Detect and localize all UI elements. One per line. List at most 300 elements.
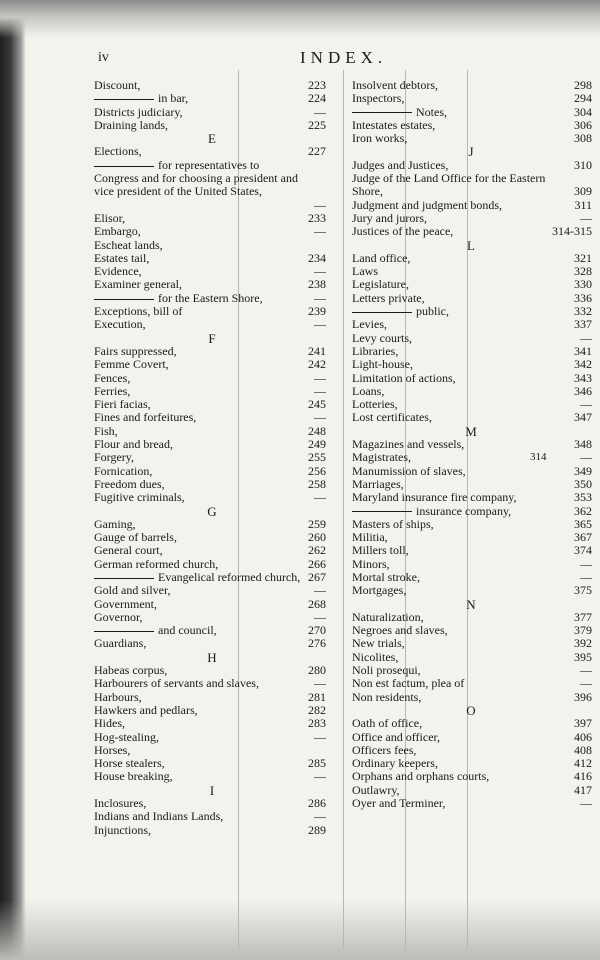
entry-text: Insolvent debtors, (352, 78, 438, 92)
index-entry (352, 505, 590, 518)
entry-page-number: 245 (308, 397, 326, 412)
entry-label (352, 637, 405, 650)
entry-page-number: 336 (574, 290, 592, 305)
entry-text: New trials, (352, 636, 405, 651)
entry-label (352, 372, 456, 385)
entry-page-number: 311 (574, 197, 592, 212)
entry-page-number: — (314, 104, 326, 119)
page-binding-shadow (0, 0, 26, 960)
entry-label (94, 145, 142, 158)
entry-label (94, 611, 143, 624)
entry-text: House breaking, (94, 769, 173, 784)
index-entry (94, 145, 330, 158)
entry-text: Gaming, (94, 516, 136, 531)
index-entry (94, 425, 330, 438)
entry-label (94, 531, 177, 544)
entry-text: Fines and forfeitures, (94, 410, 197, 425)
entry-text: Guardians, (94, 636, 147, 651)
index-entry (94, 611, 330, 624)
entry-page-number: 276 (308, 636, 326, 651)
entry-text: Gauge of barrels, (94, 530, 177, 545)
entry-label (94, 717, 125, 730)
entry-page-number: — (314, 609, 326, 624)
entry-text: Outlawry, (352, 782, 400, 797)
section-letter: N (466, 596, 476, 612)
entry-page-number: 362 (574, 503, 592, 518)
entry-label (94, 704, 198, 717)
entry-text: Districts judiciary, (94, 104, 183, 119)
entry-page-number: 234 (308, 250, 326, 265)
entry-page-number: 255 (308, 450, 326, 465)
section-letter: J (468, 144, 474, 160)
entry-page-number: 239 (308, 304, 326, 319)
entry-label (94, 252, 149, 265)
index-entry (94, 292, 330, 305)
section-letter: E (208, 131, 216, 147)
entry-label (94, 584, 171, 597)
entry-label (352, 505, 511, 518)
entry-text: Judge of the Land Office for the Eastern Shore, (352, 171, 546, 199)
index-entry (352, 345, 590, 358)
entry-label (352, 438, 464, 451)
entry-page-number: 397 (574, 716, 592, 731)
entry-page-number: 342 (574, 357, 592, 372)
index-entry (352, 372, 590, 385)
section-letter: F (208, 330, 216, 346)
entry-text: Millers toll, (352, 543, 409, 558)
index-entry (94, 239, 330, 252)
entry-text: Horse stealers, (94, 756, 165, 771)
entry-label (352, 611, 424, 624)
entry-text: Ferries, (94, 383, 131, 398)
entry-label (94, 624, 217, 637)
entry-label (94, 411, 196, 424)
handwritten-note: 314 (530, 451, 547, 464)
entry-label (94, 358, 169, 371)
index-entry (94, 372, 330, 385)
entry-text: Nicolites, (352, 649, 399, 664)
entry-text: Orphans and orphans courts, (352, 769, 490, 784)
index-entry (94, 558, 330, 571)
ditto-rule (352, 312, 412, 313)
entry-text: Non est factum, plea of (352, 676, 465, 691)
entry-label (94, 438, 173, 451)
index-entry (94, 757, 330, 770)
index-entry (94, 717, 330, 730)
entry-page-number: — (314, 383, 326, 398)
entry-text: Light-house, (352, 357, 413, 372)
entry-text: Fieri facias, (94, 397, 151, 412)
index-entry (94, 265, 330, 278)
entry-text: for the Eastern Shore, (158, 290, 263, 305)
entry-text: Habeas corpus, (94, 663, 168, 678)
entry-text: Ordinary keepers, (352, 756, 438, 771)
entry-page-number: 224 (308, 91, 326, 106)
entry-page-number: — (580, 330, 592, 345)
entry-page-number: 242 (308, 357, 326, 372)
entry-label (94, 225, 141, 238)
entry-text: public, (416, 304, 449, 319)
entry-label (94, 92, 188, 105)
entry-label (352, 531, 388, 544)
entry-label (94, 478, 165, 491)
index-entry (352, 265, 590, 278)
index-entry (352, 411, 590, 424)
entry-text: Exceptions, bill of (94, 304, 183, 319)
entry-page-number: 266 (308, 556, 326, 571)
entry-text: Elections, (94, 144, 142, 159)
entry-page-number: 332 (574, 304, 592, 319)
entry-page-number: — (314, 317, 326, 332)
entry-page-number: 314-315 (552, 224, 592, 239)
entry-page-number: — (314, 809, 326, 824)
entry-text: Freedom dues, (94, 476, 165, 491)
entry-label (94, 518, 136, 531)
entry-text: Militia, (352, 530, 388, 545)
index-entry (94, 571, 330, 584)
entry-page-number: 375 (574, 583, 592, 598)
entry-label (352, 132, 407, 145)
entry-text: Letters private, (352, 290, 425, 305)
entry-text: Fugitive criminals, (94, 490, 185, 505)
entry-label (352, 385, 384, 398)
index-entry (94, 345, 330, 358)
entry-page-number: 282 (308, 702, 326, 717)
entry-page-number: 310 (574, 157, 592, 172)
index-entry (352, 225, 590, 238)
index-entry (94, 637, 330, 650)
entry-text: Estates tail, (94, 250, 150, 265)
entry-text: Governor, (94, 609, 143, 624)
entry-page-number: 379 (574, 623, 592, 638)
index-entry (352, 199, 590, 212)
entry-page-number: 286 (308, 796, 326, 811)
entry-label (352, 292, 425, 305)
entry-page-number: 346 (574, 383, 592, 398)
entry-label (352, 225, 453, 238)
entry-label (94, 278, 182, 291)
index-entry (94, 704, 330, 717)
entry-page-number: 406 (574, 729, 592, 744)
entry-page-number: 260 (308, 530, 326, 545)
index-entry (352, 332, 590, 345)
index-entry (352, 571, 590, 584)
entry-page-number: — (314, 370, 326, 385)
index-entry (352, 252, 590, 265)
entry-label (94, 677, 259, 690)
index-entry (94, 438, 330, 451)
entry-text: Minors, (352, 556, 390, 571)
entry-text: for representatives to Congress and for choosing a president and vice president of the United States, (94, 157, 298, 199)
index-entry (94, 810, 330, 823)
entry-label (94, 571, 300, 584)
index-entry (352, 784, 590, 797)
index-entry (352, 358, 590, 371)
index-entry (352, 717, 590, 730)
index-entry (94, 358, 330, 371)
entry-text: Forgery, (94, 450, 134, 465)
entry-page-number: — (580, 450, 592, 465)
entry-text: Examiner general, (94, 277, 182, 292)
entry-text: Maryland insurance fire company, (352, 490, 517, 505)
entry-label (94, 119, 168, 132)
entry-text: Hog-stealing, (94, 729, 159, 744)
index-entry (352, 770, 590, 783)
entry-label (94, 598, 157, 611)
entry-text: in bar, (158, 91, 189, 106)
entry-page-number: 306 (574, 117, 592, 132)
entry-page-number: 330 (574, 277, 592, 292)
entry-page-number: — (314, 224, 326, 239)
index-entry (94, 691, 330, 704)
entry-label (94, 372, 130, 385)
entry-text: Manumission of slaves, (352, 463, 466, 478)
entry-text: Fences, (94, 370, 131, 385)
section-letter: O (466, 702, 476, 718)
entry-page-number: — (580, 556, 592, 571)
index-entry (94, 119, 330, 132)
index-entry (352, 544, 590, 557)
index-entry (94, 544, 330, 557)
entry-text: Embargo, (94, 224, 141, 239)
entry-label (352, 318, 387, 331)
entry-text: Masters of ships, (352, 516, 434, 531)
index-entry (352, 398, 590, 411)
entry-text: Execution, (94, 317, 146, 332)
entry-text: Judges and Justices, (352, 157, 449, 172)
entry-text: Land office, (352, 250, 411, 265)
entry-text: Justices of the peace, (352, 224, 454, 239)
index-entry (94, 398, 330, 411)
entry-page-number: 347 (574, 410, 592, 425)
entry-page-number: 270 (308, 623, 326, 638)
index-entry (94, 531, 330, 544)
entry-page-number: 343 (574, 370, 592, 385)
entry-text: Femme Covert, (94, 357, 169, 372)
entry-page-number: 285 (308, 756, 326, 771)
section-letter: G (207, 503, 217, 519)
entry-text: Limitation of actions, (352, 370, 456, 385)
entry-page-number: 294 (574, 91, 592, 106)
entry-label (94, 292, 263, 305)
entry-label (94, 731, 159, 744)
index-entry (352, 677, 590, 690)
entry-label (352, 717, 422, 730)
entry-text: Indians and Indians Lands, (94, 809, 224, 824)
index-entry (352, 292, 590, 305)
section-letter: L (467, 237, 475, 253)
index-column-right (352, 79, 590, 810)
index-entry (352, 212, 590, 225)
entry-page-number: 308 (574, 131, 592, 146)
entry-label (94, 744, 130, 757)
index-entry (94, 744, 330, 757)
index-entry (94, 92, 330, 105)
entry-page-number: 248 (308, 423, 326, 438)
entry-page-number: 259 (308, 516, 326, 531)
entry-label (94, 425, 118, 438)
index-entry (352, 106, 590, 119)
entry-label (94, 159, 304, 199)
entry-text: Discount, (94, 78, 141, 92)
entry-text: Evidence, (94, 264, 142, 279)
index-entry (352, 531, 590, 544)
index-entry (352, 744, 590, 757)
entry-page-number: 304 (574, 104, 592, 119)
entry-page-number: 353 (574, 490, 592, 505)
section-letter: H (207, 649, 217, 665)
entry-page-number: 256 (308, 463, 326, 478)
entry-text: Hides, (94, 716, 125, 731)
entry-text: Intestates estates, (352, 117, 436, 132)
entry-text: insurance company, (416, 503, 512, 518)
entry-label (94, 824, 151, 837)
entry-page-number: 365 (574, 516, 592, 531)
entry-page-number: 417 (574, 782, 592, 797)
entry-page-number: 267 (308, 569, 326, 584)
entry-label (352, 518, 434, 531)
index-entry (94, 797, 330, 810)
entry-page-number: 395 (574, 649, 592, 664)
ditto-rule (352, 511, 412, 512)
entry-page-number: — (580, 569, 592, 584)
entry-text: Oath of office, (352, 716, 423, 731)
index-entry (352, 691, 590, 704)
index-entry (94, 478, 330, 491)
entry-page-number: — (580, 796, 592, 811)
entry-text: Hawkers and pedlars, (94, 702, 198, 717)
index-entry (352, 451, 590, 464)
entry-label (94, 212, 125, 225)
index-entry (94, 518, 330, 531)
page-title: INDEX. (300, 48, 388, 67)
entry-label (352, 265, 378, 278)
entry-text: and council, (158, 623, 217, 638)
entry-label (352, 358, 413, 371)
entry-text: Levy courts, (352, 330, 412, 345)
entry-text: Elisor, (94, 210, 126, 225)
entry-page-number: 337 (574, 317, 592, 332)
index-entry (352, 465, 590, 478)
entry-label (352, 691, 421, 704)
entry-page-number: 298 (574, 78, 592, 92)
entry-text: Inclosures, (94, 796, 147, 811)
entry-page-number: — (314, 729, 326, 744)
entry-label (94, 770, 173, 783)
index-entry (94, 624, 330, 637)
entry-page-number: — (580, 397, 592, 412)
entry-page-number: 280 (308, 663, 326, 678)
entry-page-number: — (314, 410, 326, 425)
entry-page-number: 349 (574, 463, 592, 478)
entry-label (352, 544, 409, 557)
entry-label (352, 212, 427, 225)
entry-text: Fish, (94, 423, 118, 438)
entry-page-number: — (580, 663, 592, 678)
entry-page-number: 233 (308, 210, 326, 225)
index-entry (352, 92, 590, 105)
entry-label (352, 345, 398, 358)
entry-label (352, 651, 398, 664)
entry-text: Naturalization, (352, 609, 424, 624)
entry-page-number: 227 (308, 144, 326, 159)
index-entry (94, 824, 330, 837)
ditto-rule (94, 578, 154, 579)
index-entry (94, 731, 330, 744)
entry-label (94, 451, 134, 464)
index-entry (352, 797, 590, 810)
entry-label (352, 784, 400, 797)
entry-page-number: 408 (574, 742, 592, 757)
entry-page-number: 225 (308, 117, 326, 132)
entry-text: Evangelical reformed church, (158, 569, 301, 584)
ditto-rule (94, 99, 154, 100)
entry-label (352, 571, 420, 584)
entry-text: Marriages, (352, 476, 404, 491)
section-letter: I (209, 782, 215, 798)
entry-page-number: 416 (574, 769, 592, 784)
entry-page-number: 412 (574, 756, 592, 771)
entry-label (352, 278, 409, 291)
entry-text: Magazines and vessels, (352, 437, 465, 452)
entry-label (352, 332, 412, 345)
index-entry (352, 438, 590, 451)
entry-label (352, 252, 410, 265)
entry-label (94, 491, 185, 504)
entry-page-number: 258 (308, 476, 326, 491)
entry-page-number: 374 (574, 543, 592, 558)
entry-page-number: — (580, 210, 592, 225)
entry-text: Fornication, (94, 463, 153, 478)
entry-text: Levies, (352, 317, 387, 332)
entry-page-number: 289 (308, 822, 326, 837)
entry-text: Lost certificates, (352, 410, 432, 425)
index-entry (352, 172, 590, 199)
entry-text: Mortal stroke, (352, 569, 420, 584)
entry-page-number: — (314, 197, 326, 212)
index-entry (94, 385, 330, 398)
entry-text: Noli prosequi, (352, 663, 421, 678)
entry-label (94, 544, 163, 557)
entry-page-number: 241 (308, 343, 326, 358)
index-entry (352, 132, 590, 145)
entry-label (94, 265, 142, 278)
index-entry (94, 106, 330, 119)
entry-text: Legislature, (352, 277, 409, 292)
entry-label (94, 239, 163, 252)
entry-label (352, 79, 438, 92)
ditto-rule (94, 299, 154, 300)
entry-page-number: — (314, 290, 326, 305)
entry-label (94, 810, 223, 823)
index-entry (94, 491, 330, 504)
index-entry (352, 305, 590, 318)
entry-text: Flour and bread, (94, 437, 173, 452)
index-entry (94, 770, 330, 783)
entry-text: German reformed church, (94, 556, 219, 571)
index-entry (352, 651, 590, 664)
entry-label (94, 305, 182, 318)
index-entry (94, 79, 330, 92)
entry-page-number: — (314, 769, 326, 784)
entry-text: Lotteries, (352, 397, 398, 412)
entry-page-number: 283 (308, 716, 326, 731)
entry-page-number: — (580, 676, 592, 691)
index-entry (94, 318, 330, 331)
entry-page-number: 392 (574, 636, 592, 651)
page-top-shadow (0, 0, 600, 38)
index-entry (352, 731, 590, 744)
